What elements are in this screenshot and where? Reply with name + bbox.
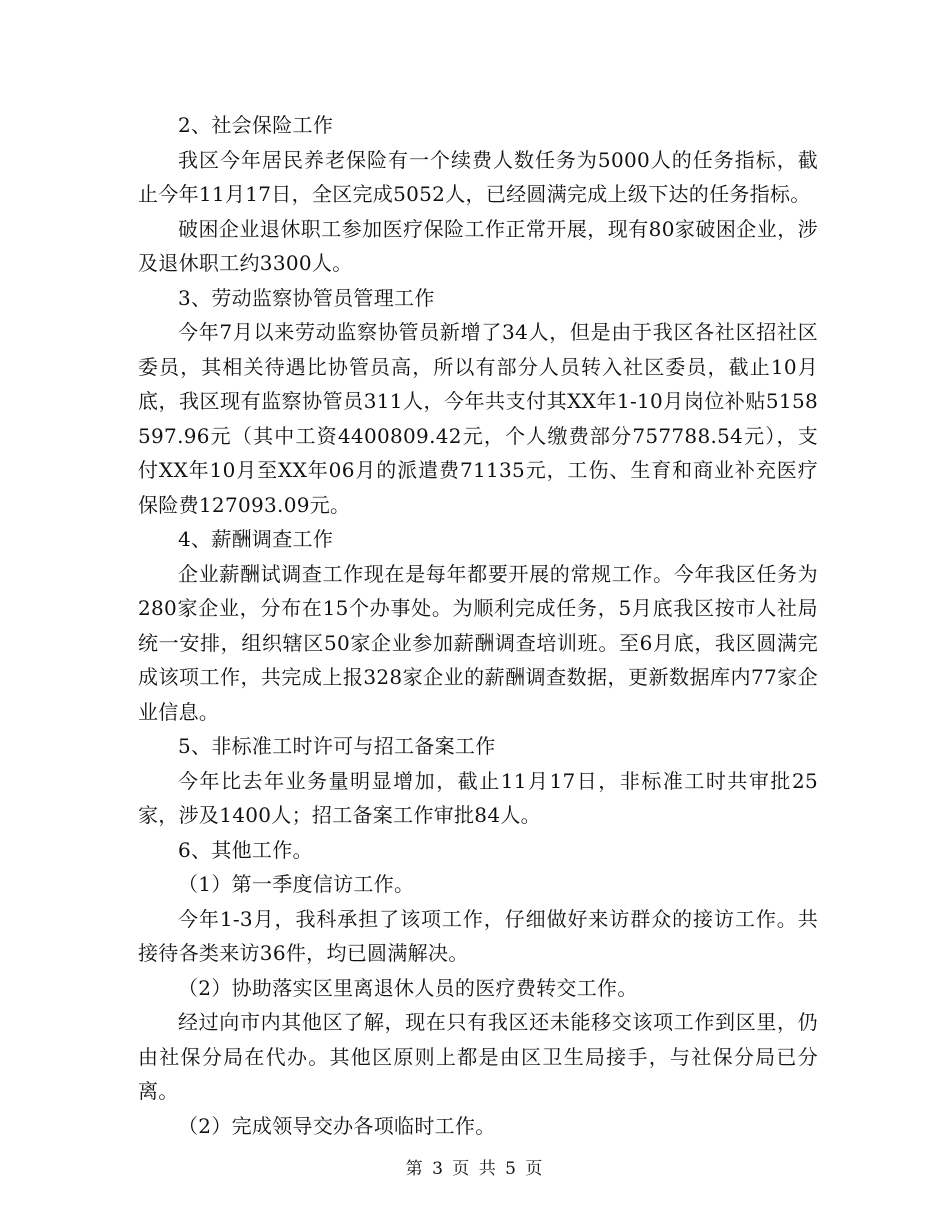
paragraph: 今年比去年业务量明显增加，截止11月17日，非标准工时共审批25家，涉及1400人；招工备案工作审批84人。	[138, 768, 818, 827]
document-body	[138, 108, 818, 1143]
section-heading-salary-survey: 4、薪酬调查工作	[178, 527, 334, 551]
paragraph: 今年7月以来劳动监察协管员新增了34人，但是由于我区各社区招社区委员，其相关待遇比协管员高，所以有部分人员转入社区委员，截止10月底，我区现有监察协管员311人，今年共支付其XX年1-10月岗位补贴5158597.96元（其中工资4400809.42元，个人缴费部分757788.54元），支付XX年10月至XX年06月的派遣费71135元，工伤、生育和商业补充医疗保险费127093.09元。	[138, 320, 818, 517]
paragraph: 破困企业退休职工参加医疗保险工作正常开展，现有80家破困企业，涉及退休职工约3300人。	[138, 216, 818, 275]
paragraph: 今年1-3月，我科承担了该项工作，仔细做好来访群众的接访工作。共接待各类来访36件，均已圆满解决。	[138, 906, 818, 965]
page-number-footer: 第 3 页 共 5 页	[405, 1159, 545, 1179]
subheading: （2）协助落实区里离退休人员的医疗费转交工作。	[178, 975, 638, 1000]
paragraph: 我区今年居民养老保险有一个续费人数任务为5000人的任务指标，截止今年11月17日，全区完成5052人，已经圆满完成上级下达的任务指标。	[138, 147, 818, 206]
section-heading-social-insurance: 2、社会保险工作	[178, 113, 334, 137]
paragraph: 企业薪酬试调查工作现在是每年都要开展的常规工作。今年我区任务为280家企业，分布在15个办事处。为顺利完成任务，5月底我区按市人社局统一安排，组织辖区50家企业参加薪酬调查培训班。至6月底，我区圆满完成该项工作，共完成上报328家企业的薪酬调查数据，更新数据库内77家企业信息。	[138, 561, 818, 724]
paragraph: 经过向市内其他区了解，现在只有我区还未能移交该项工作到区里，仍由社保分局在代办。其他区原则上都是由区卫生局接手，与社保分局已分离。	[138, 1010, 818, 1103]
section-heading-labor-inspection: 3、劳动监察协管员管理工作	[178, 285, 435, 310]
section-heading-working-hours: 5、非标准工时许可与招工备案工作	[178, 734, 496, 758]
section-heading-other-work: 6、其他工作。	[178, 837, 313, 862]
subheading: （1）第一季度信访工作。	[178, 872, 415, 896]
subheading: （2）完成领导交办各项临时工作。	[178, 1113, 496, 1138]
